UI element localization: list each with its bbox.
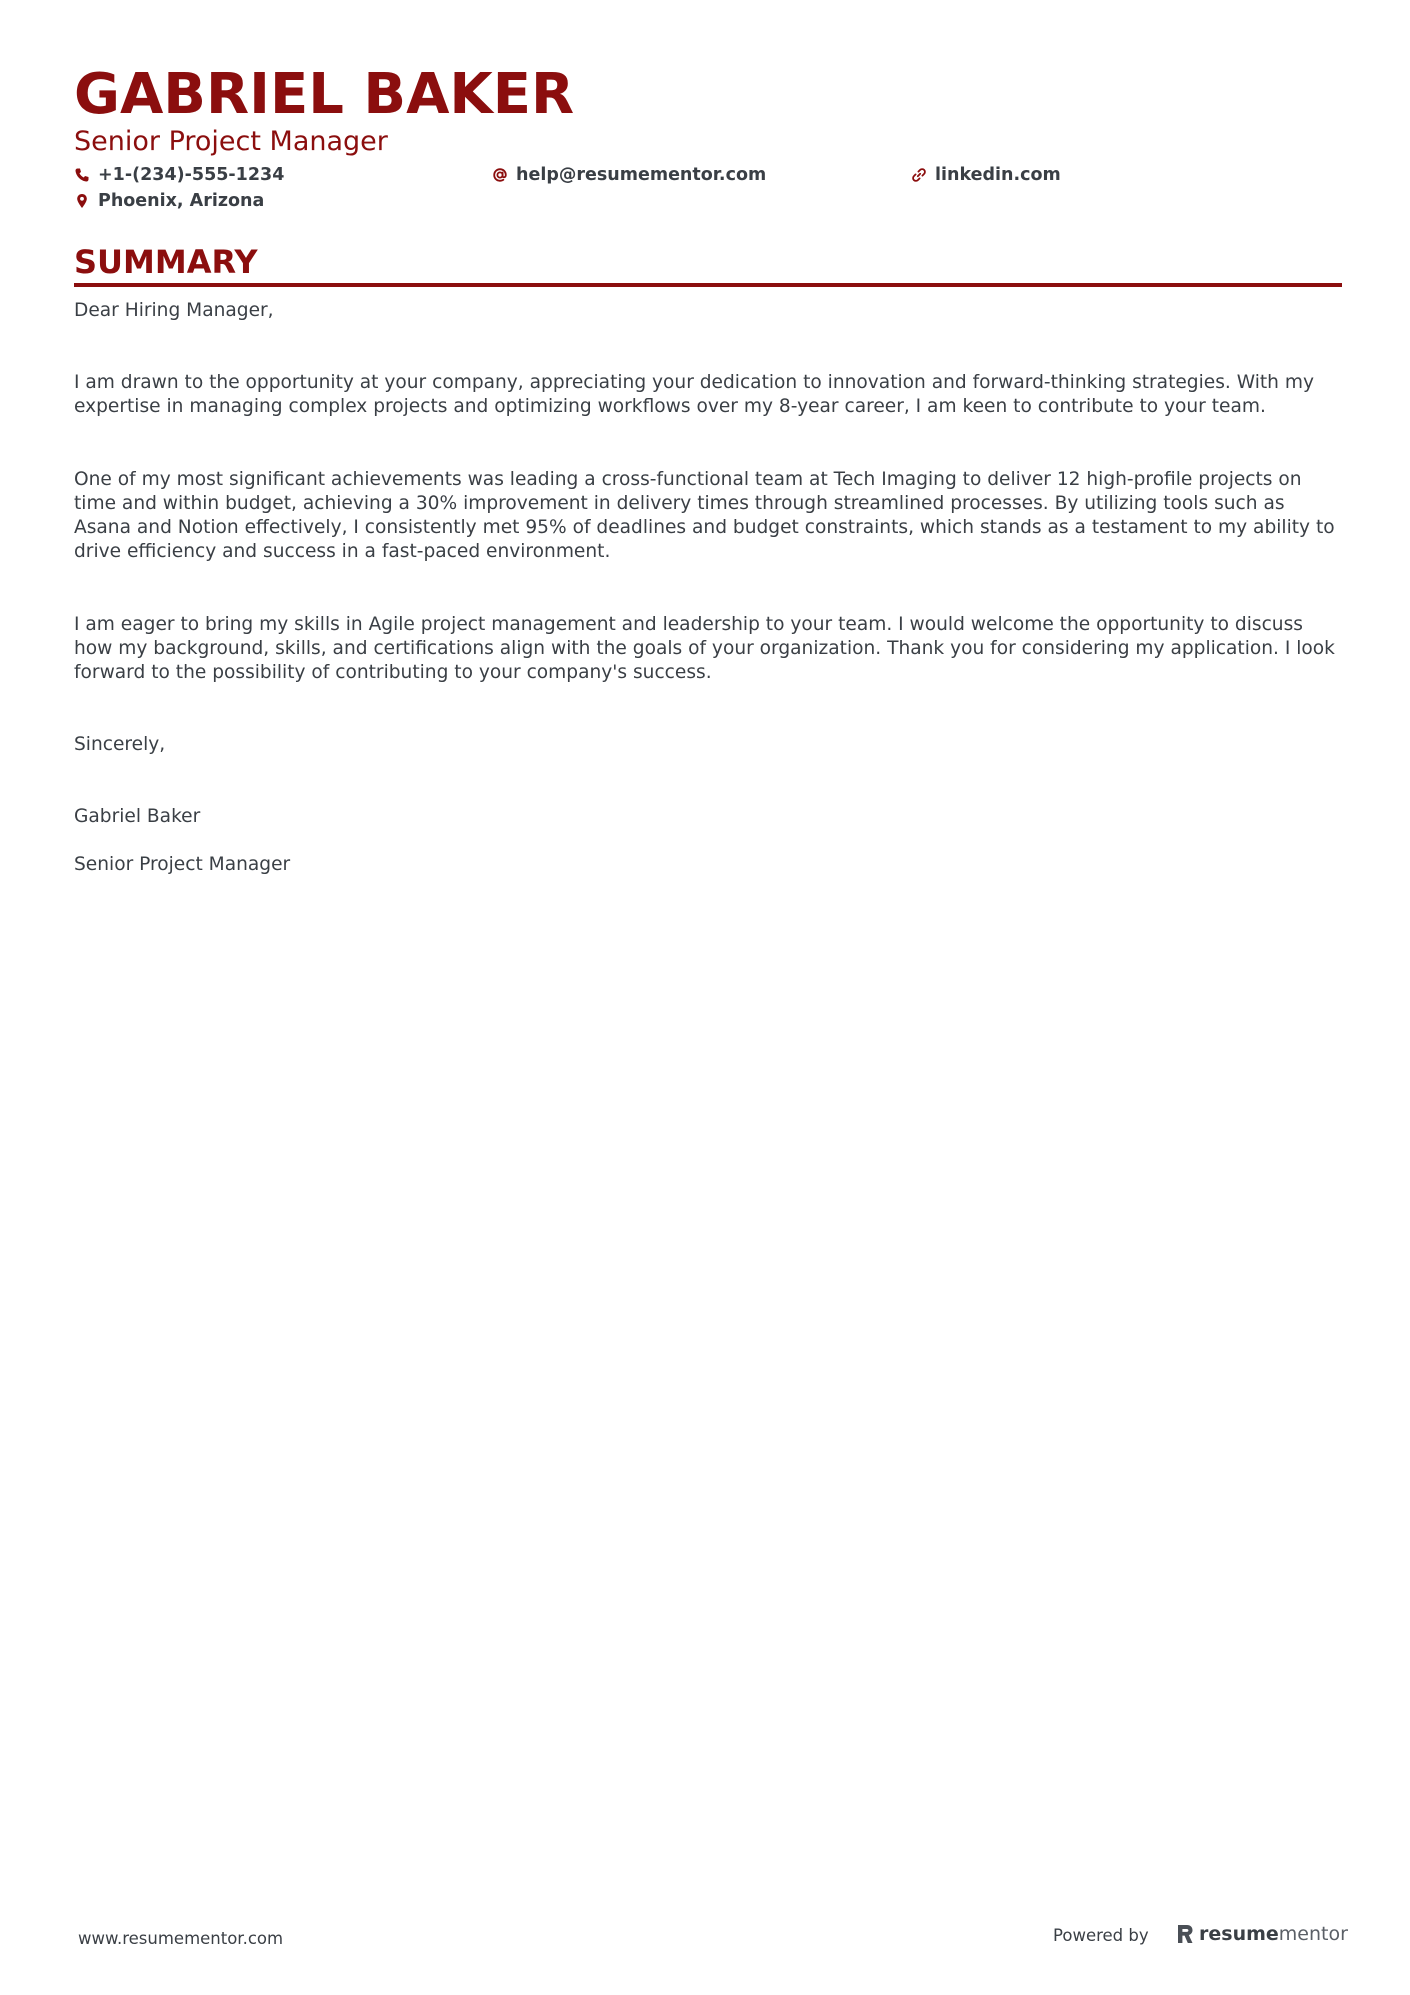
contact-linkedin[interactable]	[911, 163, 1061, 187]
map-pin-icon	[74, 193, 90, 209]
email-text: help@resumementor.com	[516, 165, 767, 185]
linkedin-text: linkedin.com	[935, 165, 1061, 185]
brand-name-light: mentor	[1278, 1923, 1348, 1945]
contact-location	[74, 189, 264, 213]
contact-email[interactable]	[492, 163, 766, 187]
signature-title: Senior Project Manager	[74, 854, 291, 875]
location-text: Phoenix, Arizona	[98, 191, 265, 211]
letter-closing: Sincerely,	[74, 734, 166, 755]
signature-name: Gabriel Baker	[74, 806, 201, 827]
applicant-name: GABRIEL BAKER	[74, 62, 575, 127]
letter-paragraph: I am drawn to the opportunity at your company, appreciating your dedication to innovation and forward-thinking strategies. With my expertise in managing complex projects and optimizing workflows over my 8-year career, I am keen to contribute to your team.	[74, 372, 1314, 417]
link-icon	[911, 167, 927, 183]
phone-text: +1-(234)-555-1234	[98, 165, 285, 185]
applicant-role: Senior Project Manager	[74, 126, 388, 157]
powered-by-label: Powered by	[1053, 1926, 1149, 1945]
section-divider	[74, 283, 1342, 287]
section-title: SUMMARY	[74, 243, 258, 281]
brand-name-bold: resume	[1199, 1923, 1279, 1945]
at-icon	[492, 167, 508, 183]
contact-phone[interactable]	[74, 163, 284, 187]
brand-logo[interactable]	[1176, 1921, 1348, 1947]
letter-paragraph: I am eager to bring my skills in Agile project management and leadership to your team. I would welcome the opportunity to discuss how my background, skills, and certifications align with the goals of your organization. Thank you for considering my application. I look forward to the possibility of contributing to your company's success.	[74, 614, 1335, 683]
letter-greeting: Dear Hiring Manager,	[74, 300, 274, 321]
resumementor-logo-icon	[1176, 1923, 1194, 1945]
letter-paragraph: One of my most significant achievements was leading a cross-functional team at Tech Imaging to deliver 12 high-profile projects on time and within budget, achieving a 30% improvement in delivery times through streamlined processes. By utilizing tools such as Asana and Notion effectively, I consistently met 95% of deadlines and budget constraints, which stands as a testament to my ability to drive efficiency and success in a fast-paced environment.	[74, 469, 1335, 562]
phone-icon	[74, 167, 90, 183]
footer-website-link[interactable]: www.resumementor.com	[78, 1929, 284, 1948]
